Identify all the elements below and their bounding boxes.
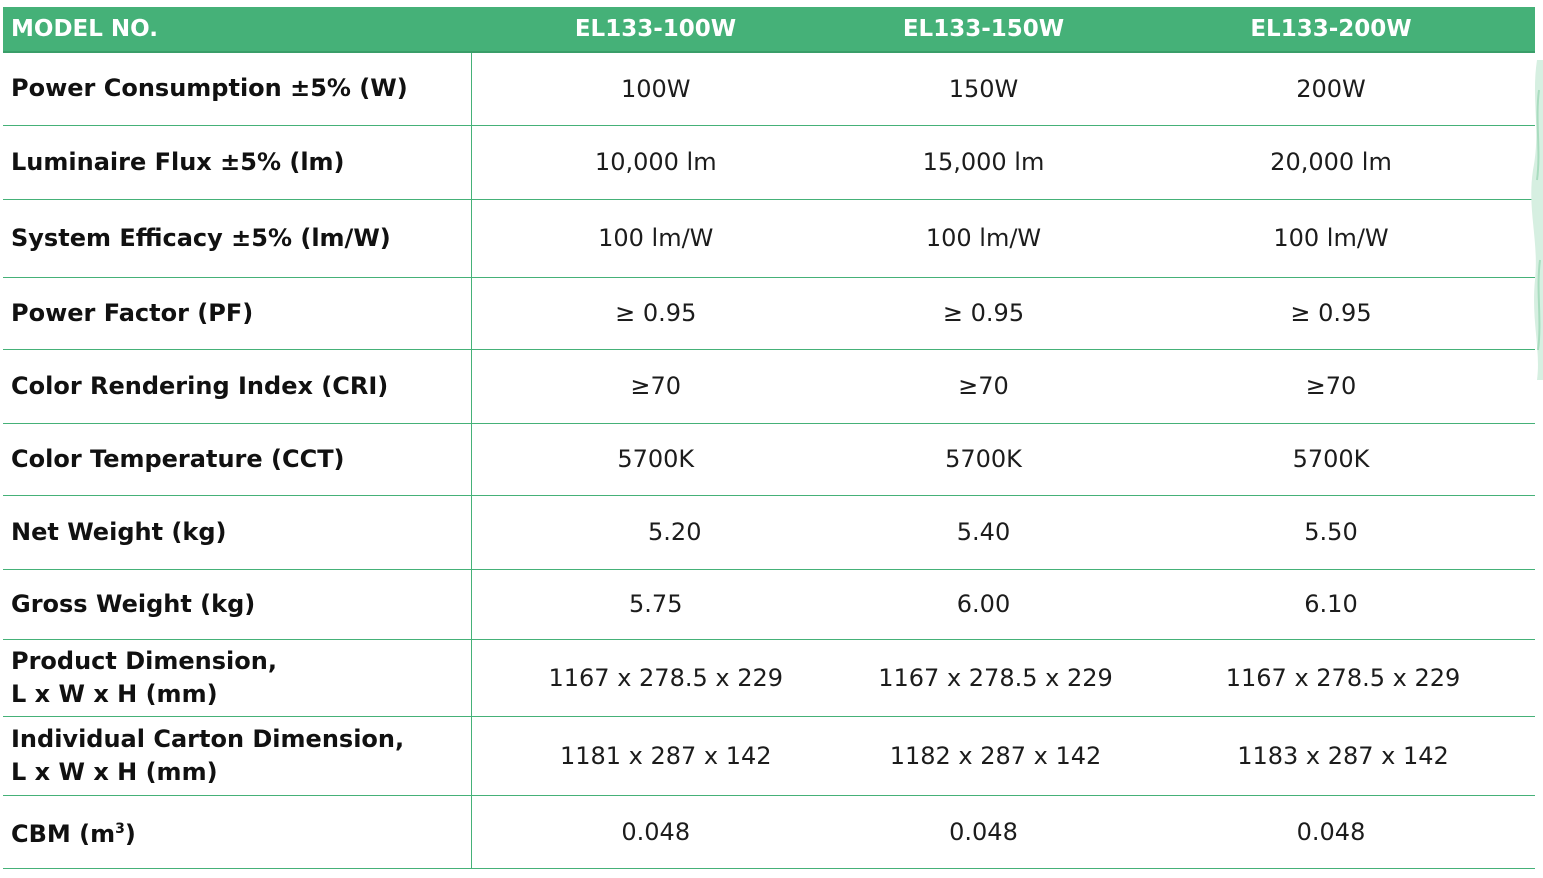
cell-200w: 200W: [1127, 52, 1535, 125]
table-row-cbm: [3, 795, 1535, 868]
table-row-power-factor: [3, 277, 1535, 349]
table-row-gross-weight: [3, 569, 1535, 639]
cell-150w: 150W: [840, 52, 1127, 125]
row-label-line: L x W x H (mm): [11, 757, 218, 786]
spec-table: [3, 7, 1535, 869]
cell-150w: 1182 x 287 x 142: [840, 716, 1127, 795]
row-label-prefix: CBM (m: [11, 819, 116, 848]
row-label-line: L x W x H (mm): [11, 679, 218, 708]
table-row-cct: [3, 423, 1535, 495]
cell-100w: 5700K: [471, 423, 840, 495]
table-row-power-consumption: [3, 52, 1535, 125]
cell-200w: 20,000 lm: [1127, 125, 1535, 199]
cell-100w: 5.20: [471, 495, 840, 569]
row-label-line: Individual Carton Dimension,: [11, 724, 405, 753]
cell-200w: ≥ 0.95: [1127, 277, 1535, 349]
cell-150w: ≥70: [840, 349, 1127, 423]
table-body: [3, 52, 1535, 868]
cell-150w: 5700K: [840, 423, 1127, 495]
cell-150w: 1167 x 278.5 x 229: [840, 639, 1127, 716]
header-model-200w: EL133-200W: [1127, 7, 1535, 52]
row-label: Net Weight (kg): [3, 495, 471, 569]
row-label: Color Rendering Index (CRI): [3, 349, 471, 423]
row-label-line: Product Dimension,: [11, 646, 277, 675]
cell-100w: 1167 x 278.5 x 229: [471, 639, 840, 716]
row-label: Power Consumption ±5% (W): [3, 52, 471, 125]
cell-100w: 0.048: [471, 795, 840, 868]
header-model-no: MODEL NO.: [3, 7, 471, 52]
table-row-luminaire-flux: [3, 125, 1535, 199]
cell-200w: 5.50: [1127, 495, 1535, 569]
cell-100w: ≥ 0.95: [471, 277, 840, 349]
row-label: [3, 639, 471, 716]
cell-100w: 100 lm/W: [471, 199, 840, 277]
cell-200w: 5700K: [1127, 423, 1535, 495]
cell-100w: 1181 x 287 x 142: [471, 716, 840, 795]
header-row: [3, 7, 1535, 52]
cell-200w: 100 lm/W: [1127, 199, 1535, 277]
row-label: Power Factor (PF): [3, 277, 471, 349]
row-label: System Efficacy ±5% (lm/W): [3, 199, 471, 277]
cell-150w: 5.40: [840, 495, 1127, 569]
cell-100w: 10,000 lm: [471, 125, 840, 199]
cell-150w: 0.048: [840, 795, 1127, 868]
cell-100w: 100W: [471, 52, 840, 125]
cell-100w: ≥70: [471, 349, 840, 423]
row-label: Gross Weight (kg): [3, 569, 471, 639]
row-label-suffix: ): [124, 819, 136, 848]
header-model-100w: EL133-100W: [471, 7, 840, 52]
cell-100w: 5.75: [471, 569, 840, 639]
header-model-150w: EL133-150W: [840, 7, 1127, 52]
table-row-cri: [3, 349, 1535, 423]
cell-200w: ≥70: [1127, 349, 1535, 423]
table-row-product-dimension: [3, 639, 1535, 716]
row-label: Color Temperature (CCT): [3, 423, 471, 495]
row-label: [3, 795, 471, 868]
cell-200w: 0.048: [1127, 795, 1535, 868]
cell-150w: 6.00: [840, 569, 1127, 639]
table-row-carton-dimension: [3, 716, 1535, 795]
table-header: [3, 7, 1535, 52]
cell-150w: 100 lm/W: [840, 199, 1127, 277]
cell-200w: 1183 x 287 x 142: [1127, 716, 1535, 795]
cell-150w: ≥ 0.95: [840, 277, 1127, 349]
row-label-sup: 3: [115, 820, 125, 837]
row-label: [3, 716, 471, 795]
cell-150w: 15,000 lm: [840, 125, 1127, 199]
cell-200w: 6.10: [1127, 569, 1535, 639]
row-label: Luminaire Flux ±5% (lm): [3, 125, 471, 199]
table-row-system-efficacy: [3, 199, 1535, 277]
table-row-net-weight: [3, 495, 1535, 569]
cell-200w: 1167 x 278.5 x 229: [1127, 639, 1535, 716]
